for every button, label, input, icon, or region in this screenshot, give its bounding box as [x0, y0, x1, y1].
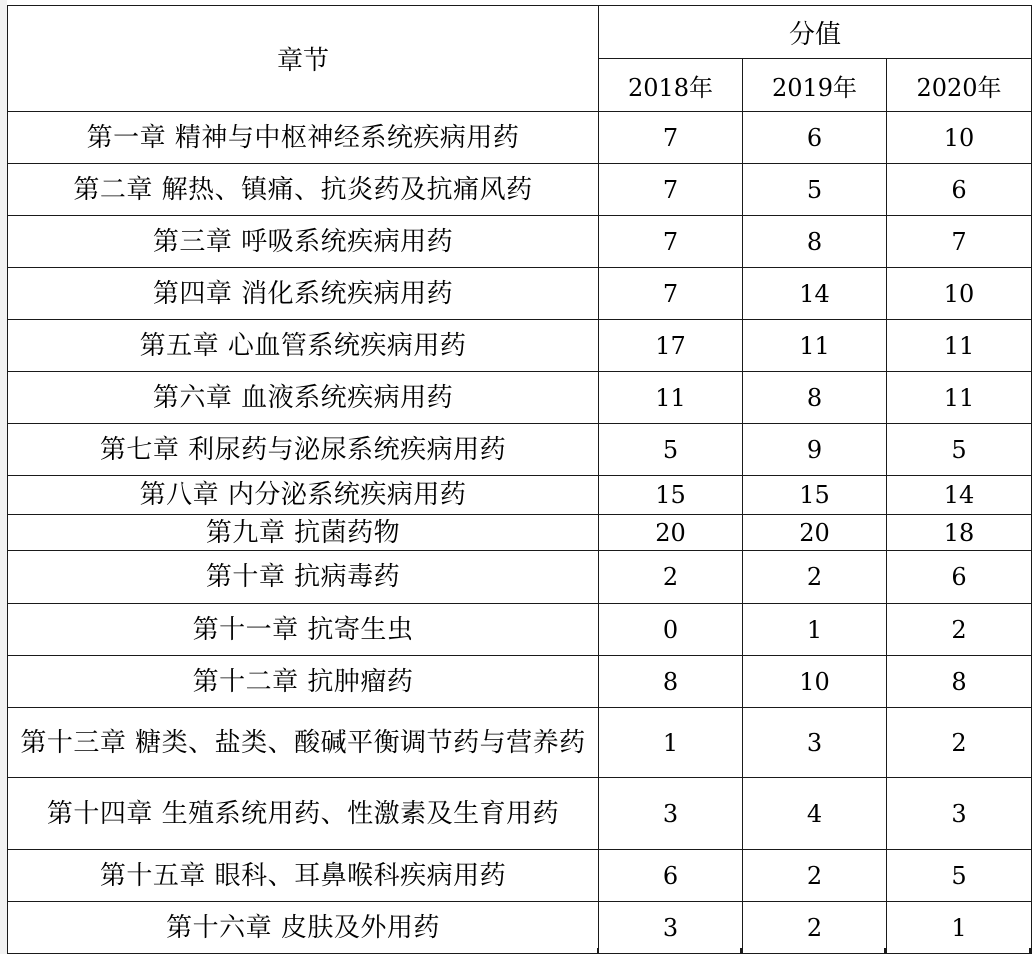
score-2020-cell[interactable]: 10 — [887, 268, 1032, 320]
score-2019-cell[interactable]: 20 — [743, 515, 887, 551]
chapter-cell[interactable]: 第四章 消化系统疾病用药 — [8, 268, 599, 320]
score-2019-cell[interactable]: 5 — [743, 164, 887, 216]
chapter-cell[interactable]: 第三章 呼吸系统疾病用药 — [8, 216, 599, 268]
score-2020-cell[interactable]: 14 — [887, 476, 1032, 515]
chapter-cell[interactable]: 第六章 血液系统疾病用药 — [8, 372, 599, 424]
score-2019-cell[interactable]: 6 — [743, 112, 887, 164]
table-row — [8, 778, 1032, 850]
score-2018-cell[interactable]: 7 — [599, 164, 743, 216]
score-2018-cell[interactable]: 11 — [599, 372, 743, 424]
table-row — [8, 424, 1032, 476]
score-2018-cell[interactable]: 15 — [599, 476, 743, 515]
table-row — [8, 216, 1032, 268]
chapter-cell[interactable]: 第十章 抗病毒药 — [8, 551, 599, 604]
score-2020-cell[interactable]: 8 — [887, 656, 1032, 708]
table-row — [8, 320, 1032, 372]
score-2018-cell[interactable]: 17 — [599, 320, 743, 372]
score-2020-cell[interactable]: 7 — [887, 216, 1032, 268]
table-row — [8, 656, 1032, 708]
score-2019-cell[interactable]: 9 — [743, 424, 887, 476]
table-row — [8, 551, 1032, 604]
score-2020-cell[interactable]: 6 — [887, 164, 1032, 216]
score-2018-cell[interactable]: 3 — [599, 902, 743, 954]
table-row — [8, 515, 1032, 551]
score-2019-cell[interactable]: 11 — [743, 320, 887, 372]
score-2018-cell[interactable]: 5 — [599, 424, 743, 476]
score-2020-cell[interactable]: 3 — [887, 778, 1032, 850]
score-2018-cell[interactable]: 3 — [599, 778, 743, 850]
chapter-cell[interactable]: 第十六章 皮肤及外用药 — [8, 902, 599, 954]
score-2018-cell[interactable]: 1 — [599, 708, 743, 778]
table-row — [8, 268, 1032, 320]
score-2020-cell[interactable]: 2 — [887, 604, 1032, 656]
table-row — [8, 850, 1032, 902]
table-row — [8, 164, 1032, 216]
header-score[interactable]: 分值 — [599, 6, 1032, 59]
score-2020-cell[interactable]: 5 — [887, 424, 1032, 476]
score-2019-cell[interactable]: 10 — [743, 656, 887, 708]
score-2020-cell[interactable]: 10 — [887, 112, 1032, 164]
chapter-cell[interactable]: 第十五章 眼科、耳鼻喉科疾病用药 — [8, 850, 599, 902]
table-row — [8, 372, 1032, 424]
table-row — [8, 476, 1032, 515]
score-2018-cell[interactable]: 2 — [599, 551, 743, 604]
chapter-cell[interactable]: 第十一章 抗寄生虫 — [8, 604, 599, 656]
score-2020-cell[interactable]: 6 — [887, 551, 1032, 604]
score-table — [7, 5, 1032, 954]
score-2019-cell[interactable]: 1 — [743, 604, 887, 656]
chapter-cell[interactable]: 第十二章 抗肿瘤药 — [8, 656, 599, 708]
chapter-cell[interactable]: 第二章 解热、镇痛、抗炎药及抗痛风药 — [8, 164, 599, 216]
score-2020-cell[interactable]: 2 — [887, 708, 1032, 778]
column-divider — [740, 948, 742, 954]
gridline-margin — [0, 0, 7, 954]
chapter-cell[interactable]: 第十三章 糖类、盐类、酸碱平衡调节药与营养药 — [8, 708, 599, 778]
header-year-2018[interactable]: 2018年 — [599, 59, 743, 112]
score-2018-cell[interactable]: 6 — [599, 850, 743, 902]
chapter-cell[interactable]: 第九章 抗菌药物 — [8, 515, 599, 551]
score-2018-cell[interactable]: 7 — [599, 112, 743, 164]
score-2018-cell[interactable]: 7 — [599, 216, 743, 268]
table-row — [8, 708, 1032, 778]
score-2019-cell[interactable]: 15 — [743, 476, 887, 515]
score-2019-cell[interactable]: 2 — [743, 551, 887, 604]
score-2018-cell[interactable]: 8 — [599, 656, 743, 708]
score-2020-cell[interactable]: 18 — [887, 515, 1032, 551]
chapter-cell[interactable]: 第八章 内分泌系统疾病用药 — [8, 476, 599, 515]
header-chapter[interactable]: 章节 — [8, 6, 599, 112]
table-row — [8, 112, 1032, 164]
table-row — [8, 902, 1032, 954]
score-2020-cell[interactable]: 11 — [887, 320, 1032, 372]
score-2018-cell[interactable]: 20 — [599, 515, 743, 551]
table-row — [8, 604, 1032, 656]
header-year-2020[interactable]: 2020年 — [887, 59, 1032, 112]
score-2019-cell[interactable]: 8 — [743, 372, 887, 424]
chapter-cell[interactable]: 第五章 心血管系统疾病用药 — [8, 320, 599, 372]
score-2018-cell[interactable]: 7 — [599, 268, 743, 320]
chapter-cell[interactable]: 第十四章 生殖系统用药、性激素及生育用药 — [8, 778, 599, 850]
column-divider — [1029, 948, 1031, 954]
column-divider — [597, 948, 599, 954]
score-2020-cell[interactable]: 11 — [887, 372, 1032, 424]
score-2020-cell[interactable]: 1 — [887, 902, 1032, 954]
score-2019-cell[interactable]: 2 — [743, 850, 887, 902]
score-2020-cell[interactable]: 5 — [887, 850, 1032, 902]
score-2019-cell[interactable]: 3 — [743, 708, 887, 778]
column-divider — [884, 948, 886, 954]
score-2019-cell[interactable]: 2 — [743, 902, 887, 954]
score-2019-cell[interactable]: 4 — [743, 778, 887, 850]
score-2019-cell[interactable]: 14 — [743, 268, 887, 320]
chapter-cell[interactable]: 第一章 精神与中枢神经系统疾病用药 — [8, 112, 599, 164]
score-2019-cell[interactable]: 8 — [743, 216, 887, 268]
chapter-cell[interactable]: 第七章 利尿药与泌尿系统疾病用药 — [8, 424, 599, 476]
score-2018-cell[interactable]: 0 — [599, 604, 743, 656]
header-year-2019[interactable]: 2019年 — [743, 59, 887, 112]
